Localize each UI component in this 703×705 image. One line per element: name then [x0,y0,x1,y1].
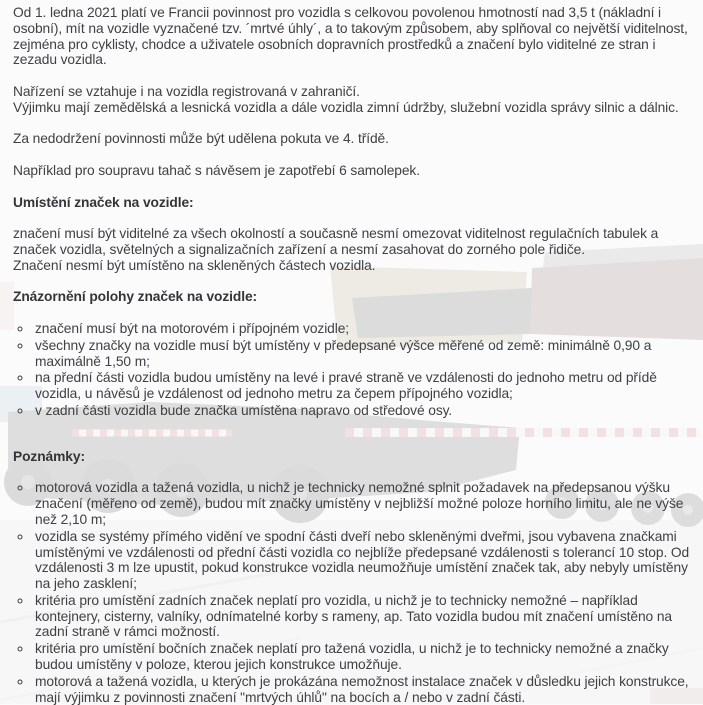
section-heading-placement: Umístění značek na vozidle: [13,194,194,210]
list-item: ◦ motorová vozidla a tažená vozidla, u nichž je technicky nemožné splnit požadavek na předepsanou výšku značení (měřeno od země), budou mít značky umístěny v nejbližší možné poloze horního limitu, ale ne výše než 2,10 m; [33,480,691,527]
section-heading-positions: Znázornění polohy značek na vozidle: [13,289,258,305]
scope-line-foreign-vehicles: Nařízení se vztahuje i na vozidla registrovaná v zahraničí. [13,83,360,99]
list-item: ◦ kritéria pro umístění bočních značek neplatí pro tažená vozidla, u nichž je to technicky nemožné a značky budou umístěny v poloze, kterou jejich konstrukce umožňuje. [33,641,691,673]
list-item: ◦ v zadní části vozidla bude značka umístěna napravo od středové osy. [33,403,691,419]
placement-paragraph [13,226,691,273]
list-item: ◦ kritéria pro umístění zadních značek neplatí pro vozidla, u nichž je to technicky nemožné – například kontejnery, cisterny, valníky, odnímatelné korby s rameny, ap. Tato vozidla budou mít značení umístěno na zadní straně v rámci možností. [33,593,691,640]
scope-paragraph [13,84,691,116]
example-paragraph: Například pro soupravu tahač s návěsem je zapotřebí 6 samolepek. [13,162,420,178]
section-heading-notes: Poznámky: [13,448,85,464]
list-item: ◦ na přední části vozidla budou umístěny na levé i pravé straně ve vzdálenosti do jednoho metru od přídě vozidla, u návěsů je vzdálenost od jednoho metru za čepem přípojného vozidla; [33,370,691,402]
intro-paragraph: Od 1. ledna 2021 platí ve Francii povinnost pro vozidla s celkovou povolenou hmotností nad 3,5 t (nákladní i osobní), mít na vozidle vyznačené tzv. ´mrtvé úhly´, a to takovým způsobem, aby splňoval co největší viditelnost, zejména pro cyklisty, chodce a uživatele osobních dopravních prostředků a značení bylo viditelné ze stran i zezadu vozidla. [13,5,688,68]
scope-line-exemptions: Výjimku mají zemědělská a lesnická vozidla a dále vozidla zimní údržby, služební vozidla správy silnic a dálnic. [13,99,679,115]
placement-visibility-text: značení musí být viditelné za všech okolností a současně nesmí omezovat viditelnost regulačních tabulek a značek vozidla, světelných a signalizačních zařízení a nesmí zasahovat do zorného pole řidiče. [13,226,659,257]
positions-list [13,321,691,419]
list-item: ◦ vozidla se systémy přímého vidění ve spodní části dveří nebo skleněnými dveřmi, jsou vybavena značkami umístěnými ve vzdálenosti od přední části vozidla co nejblíže předepsané vzdálenosti s tolerancí 10 stop. Od vzdálenosti 3 m lze upustit, pokud konstrukce vozidla neumožňuje umístění značek tak, aby nebyly umístěny na jeho zasklení; [33,529,691,592]
penalty-paragraph: Za nedodržení povinnosti může být udělena pokuta ve 4. třídě. [13,131,389,147]
list-item: ◦ všechny značky na vozidle musí být umístěny v předepsané výšce měřené od země: minimálně 0,90 a maximálně 1,50 m; [33,338,691,370]
list-item: ◦ značení musí být na motorovém i přípojném vozidle; [33,321,691,337]
list-item: ◦ motorová a tažená vozidla, u kterých je prokázána nemožnost instalace značek v důsledku jejich konstrukce, mají výjimku z povinnosti značení "mrtvých úhlů" na bocích a / nebo v zadní části. [33,674,691,705]
notes-list [13,480,691,705]
placement-glass-text: Značení nesmí být umístěno na skleněných částech vozidla. [13,257,376,273]
